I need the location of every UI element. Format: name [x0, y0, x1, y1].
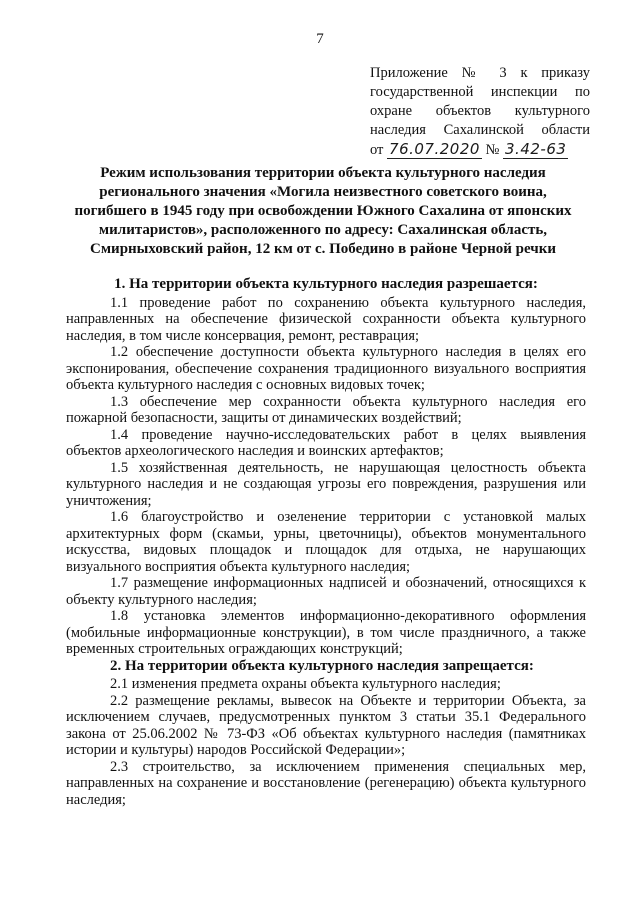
- document-body: [66, 276, 586, 808]
- annex-line-2: государственной инспекции по: [370, 84, 590, 100]
- annex-line-3: охране объектов культурного: [370, 103, 590, 119]
- item-1-1: 1.1 проведение работ по сохранению объекта культурного наследия, направленных на обеспечение физической сохранности объекта культурного наследия, в том числе консервация, ремонт, реставрация;: [66, 294, 586, 344]
- document-title: [60, 164, 586, 259]
- annex-number-sign: №: [485, 142, 500, 158]
- item-1-6: 1.6 благоустройство и озеленение территории с установкой малых архитектурных форм (скамьи, урны, цветочницы), объектов монументального искусства, видовых площадок и площадок для отдыха, не нарушающих визуального восприятия объекта культурного наследия;: [66, 509, 586, 575]
- item-1-7: 1.7 размещение информационных надписей и обозначений, относящихся к объекту культурного наследия;: [66, 575, 586, 608]
- title-line-3: погибшего в 1945 году при освобождении Южного Сахалина от японских: [74, 203, 572, 219]
- section-2-heading: 2. На территории объекта культурного наследия запрещается:: [110, 657, 534, 674]
- page-number: 7: [316, 31, 324, 47]
- annex-line-1: Приложение № 3 к приказу: [370, 65, 590, 81]
- title-line-4: милитаристов», расположенного по адресу: Сахалинская область,: [98, 222, 548, 238]
- item-1-3: 1.3 обеспечение мер сохранности объекта культурного наследия его пожарной безопасности, защиты от динамических воздействий;: [66, 393, 586, 426]
- title-line-2: регионального значения «Могила неизвестного советского воина,: [99, 184, 547, 200]
- annex-from-prefix: от: [370, 142, 384, 158]
- item-1-8: 1.8 установка элементов информационно-декоративного оформления (мобильные информационные конструкции), в том числе праздничного, а также временных строительных ограждающих конструкций;: [66, 608, 586, 657]
- annex-line-4: наследия Сахалинской области: [370, 122, 590, 138]
- item-2-3: 2.3 строительство, за исключением применения специальных мер, направленных на сохранение и восстановление (регенерацию) объекта культурного наследия;: [66, 758, 586, 808]
- title-line-5: Смирныховский район, 12 км от с. Победино в районе Черной речки: [90, 241, 556, 257]
- handwritten-date: 76.07.2020: [389, 140, 480, 158]
- item-1-2: 1.2 обеспечение доступности объекта культурного наследия в целях его экспонирования, обеспечение сохранения традиционного визуального восприятия объекта культурного наследия с основных видовых точек;: [66, 344, 586, 393]
- annex-date-number-line: [370, 140, 590, 160]
- item-1-5: 1.5 хозяйственная деятельность, не нарушающая целостность объекта культурного наследия и не создающая угрозы его повреждения, разрушения или уничтожения;: [66, 459, 586, 509]
- handwritten-number: 3.42-63: [505, 140, 567, 158]
- item-1-4: 1.4 проведение научно-исследовательских работ в целях выявления объектов археологического наследия и воинских артефактов;: [66, 426, 586, 459]
- item-2-1: 2.1 изменения предмета охраны объекта культурного наследия;: [110, 676, 501, 692]
- section-1-heading: 1. На территории объекта культурного наследия разрешается:: [114, 276, 538, 292]
- annex-block: [370, 64, 590, 160]
- title-line-1: Режим использования территории объекта культурного наследия: [100, 165, 546, 181]
- item-2-2: 2.2 размещение рекламы, вывесок на Объекте и территории Объекта, за исключением случаев, предусмотренных пунктом 3 статьи 35.1 Федерального закона от 25.06.2002 № 73-ФЗ «Об объектах культурного наследия (памятниках истории и культуры) народов Российской Федерации»;: [66, 692, 586, 758]
